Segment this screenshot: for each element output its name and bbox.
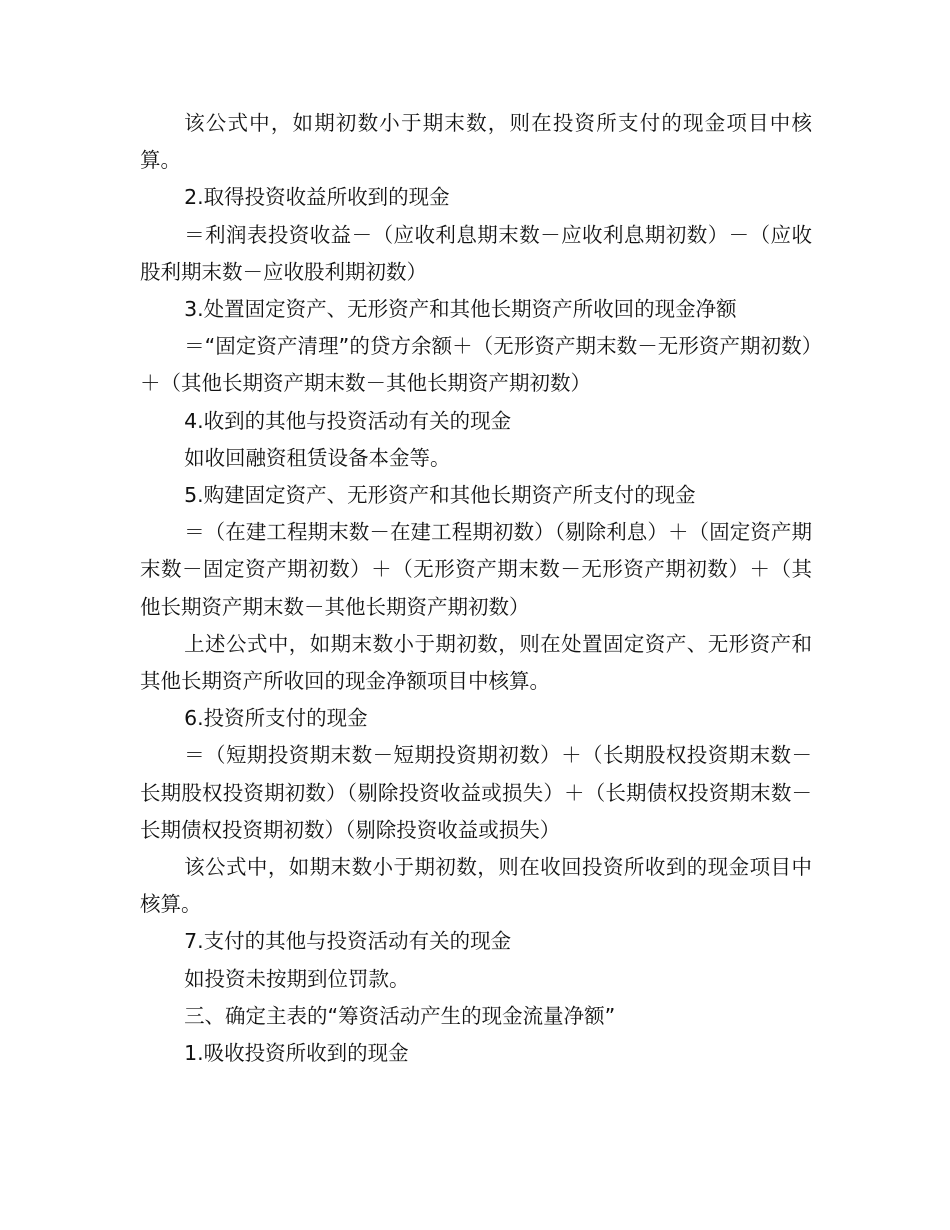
paragraph-9: ＝（在建工程期末数－在建工程期初数）（剔除利息）＋（固定资产期末数－固定资产期初数）＋（无形资产期末数－无形资产期初数）＋（其他长期资产期末数－其他长期资产期初数） <box>140 520 812 619</box>
paragraph-10: 上述公式中，如期末数小于期初数，则在处置固定资产、无形资产和其他长期资产所收回的现金净额项目中核算。 <box>140 631 812 694</box>
paragraph-3: ＝利润表投资收益－（应收利息期末数－应收利息期初数）－（应收股利期末数－应收股利期初数） <box>140 222 812 284</box>
paragraph-14: 7.支付的其他与投资活动有关的现金 <box>184 929 512 954</box>
paragraph-6: 4.收到的其他与投资活动有关的现金 <box>184 408 512 433</box>
paragraph-4: 3.处置固定资产、无形资产和其他长期资产所收回的现金净额 <box>184 297 737 322</box>
paragraph-12: ＝（短期投资期末数－短期投资期初数）＋（长期股权投资期末数－长期股权投资期初数）（剔除投资收益或损失）＋（长期债权投资期末数－长期债权投资期初数）（剔除投资收益或损失） <box>140 743 812 842</box>
paragraph-1: 该公式中，如期初数小于期末数，则在投资所支付的现金项目中核算。 <box>140 111 812 173</box>
paragraph-13: 该公式中，如期末数小于期初数，则在收回投资所收到的现金项目中核算。 <box>140 855 812 917</box>
paragraph-2: 2.取得投资收益所收到的现金 <box>184 185 450 210</box>
paragraph-15: 如投资未按期到位罚款。 <box>184 966 410 991</box>
document-body <box>140 105 812 1072</box>
paragraph-16: 三、确定主表的“筹资活动产生的现金流量净额” <box>184 1003 616 1028</box>
paragraph-5: ＝“固定资产清理”的贷方余额＋（无形资产期末数－无形资产期初数）＋（其他长期资产期末数－其他长期资产期初数） <box>140 334 812 396</box>
paragraph-8: 5.购建固定资产、无形资产和其他长期资产所支付的现金 <box>184 483 696 508</box>
paragraph-7: 如收回融资租赁设备本金等。 <box>184 445 451 470</box>
paragraph-11: 6.投资所支付的现金 <box>184 706 368 731</box>
paragraph-17: 1.吸收投资所收到的现金 <box>184 1041 409 1066</box>
